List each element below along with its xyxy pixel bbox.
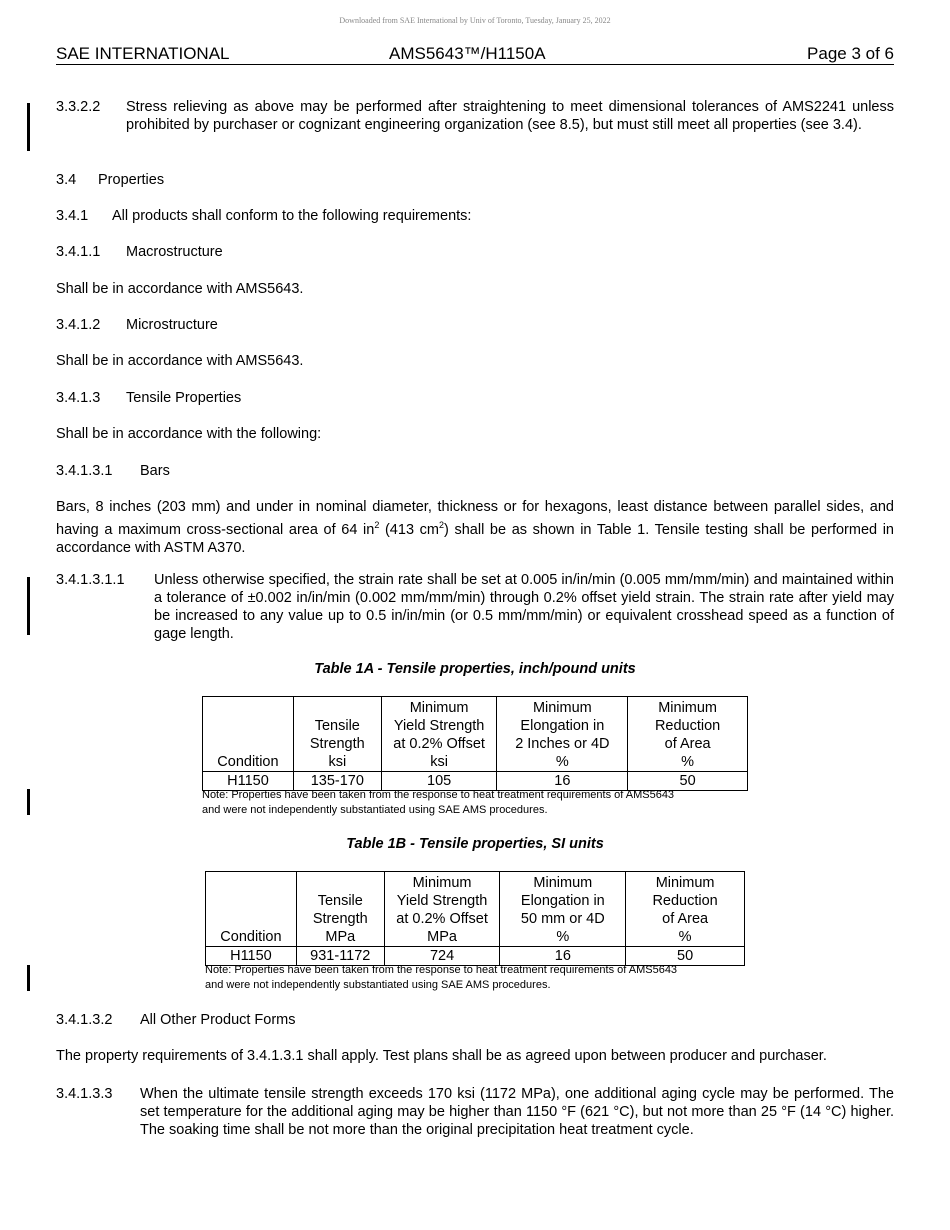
table-cell: 105 [381,772,497,791]
table-cell: 16 [500,947,626,966]
superscript: 2 [438,520,444,530]
section-number-3-4-1-3-1: 3.4.1.3.1 [56,463,113,479]
section-3-4-1-1-body: Shall be in accordance with AMS5643. [56,281,304,297]
section-3-4-1-3-body: Shall be in accordance with the following: [56,426,322,442]
header-cell: Tensile Strength ksi [293,697,381,772]
download-banner: Downloaded from SAE International by Univ of Toronto, Tuesday, January 25, 2022 [339,16,611,25]
table-1a [202,696,748,791]
section-number-3-4-1-3-1-1: 3.4.1.3.1.1 [56,572,125,588]
note-line: and were not independently substantiated using SAE AMS procedures. [205,979,551,991]
table-cell: 50 [626,947,745,966]
header-cell: Minimum Elongation in 2 Inches or 4D % [497,697,628,772]
header-cell: Minimum Elongation in 50 mm or 4D % [500,872,626,947]
section-3-4-1-3-title: Tensile Properties [126,390,242,406]
section-number-3-4-1-3-3: 3.4.1.3.3 [56,1086,113,1102]
table-1b [205,871,745,966]
bars-body-part-1: Bars, 8 inches (203 mm) and under in nominal diameter, thickness or for hexagons, least distance between parallel sides, and having a maximum cross-sectional area of 64 in [56,499,894,538]
table-cell: 135-170 [293,772,381,791]
table-1b-note [205,963,765,993]
section-number-3-4: 3.4 [56,172,77,188]
section-3-4-1-2-body: Shall be in accordance with AMS5643. [56,353,304,369]
section-3-4-1-3-1-1-text: Unless otherwise specified, the strain rate shall be set at 0.005 in/in/min (0.005 mm/mm/min) and maintained within a tolerance of ±0.002 in/in/min (0.002 mm/mm/min) through 0.2% offset yield strain. The strain rate after yield may be increased to any value up to 0.5 in/in/min (or 0.5 mm/mm/min) or equivalent crosshead speed as a function of gage length. [154,572,894,642]
header-org: SAE INTERNATIONAL [56,44,230,63]
header-cell: Minimum Yield Strength at 0.2% Offset MPa [384,872,500,947]
section-number-3-4-1-3-2: 3.4.1.3.2 [56,1012,113,1028]
table-header-row [206,872,745,947]
change-bar [27,103,30,151]
table-1a-note [202,788,762,818]
table-cell: H1150 [203,772,294,791]
change-bar [27,789,30,815]
section-number-3-3-2-2: 3.3.2.2 [56,99,101,115]
note-line: Note: Properties have been taken from the response to heat treatment requirements of AMS5643 [205,964,678,976]
table-header-row [203,697,748,772]
section-number-3-4-1-1: 3.4.1.1 [56,244,101,260]
superscript: 2 [374,520,380,530]
table-1a-caption: Table 1A - Tensile properties, inch/pound units [314,661,636,677]
header-cell: Minimum Yield Strength at 0.2% Offset ksi [381,697,497,772]
header-page-number: Page 3 of 6 [807,44,894,63]
table-cell: 50 [628,772,748,791]
section-number-3-4-1-2: 3.4.1.2 [56,317,101,333]
table-cell: 724 [384,947,500,966]
section-3-4-1-3-2-title: All Other Product Forms [140,1012,296,1028]
page-header [56,44,894,65]
table-cell: H1150 [206,947,297,966]
note-line: Note: Properties have been taken from the response to heat treatment requirements of AMS5643 [202,789,675,801]
section-number-3-4-1: 3.4.1 [56,208,89,224]
note-line: and were not independently substantiated using SAE AMS procedures. [202,804,548,816]
bars-body-part-2: (413 cm [379,521,439,538]
section-3-4-1-3-3-text: When the ultimate tensile strength exceeds 170 ksi (1172 MPa), one additional aging cycle may be performed. The set temperature for the additional aging may be higher than 1150 °F (621 °C), but not more than 25 °F (14 °C) higher. The soaking time shall be not more than the original precipitation heat treatment cycle. [140,1086,894,1138]
section-number-3-4-1-3: 3.4.1.3 [56,390,101,406]
section-3-4-1-3-1-body [56,498,894,557]
section-3-4-title: Properties [98,172,165,188]
header-doc-number: AMS5643™/H1150A [389,44,546,63]
change-bar [27,965,30,991]
section-3-4-1-3-2-body: The property requirements of 3.4.1.3.1 shall apply. Test plans shall be as agreed upon between producer and purchaser. [56,1048,827,1064]
header-cell: Condition [203,697,294,772]
table-cell: 931-1172 [296,947,384,966]
section-3-4-1-1-title: Macrostructure [126,244,223,260]
section-3-4-1-2-title: Microstructure [126,317,218,333]
table-1b-caption: Table 1B - Tensile properties, SI units [346,836,604,852]
change-bar [27,577,30,635]
header-cell: Condition [206,872,297,947]
header-cell: Minimum Reduction of Area % [628,697,748,772]
section-3-3-2-2-text: Stress relieving as above may be performed after straightening to meet dimensional tolerances of AMS2241 unless prohibited by purchaser or cognizant engineering organization (see 8.5), but must still meet all properties (see 3.4). [126,99,894,133]
header-cell: Minimum Reduction of Area % [626,872,745,947]
header-cell: Tensile Strength MPa [296,872,384,947]
bars-body-part-3: ) shall be as shown in Table 1. Tensile testing shall be performed in accordance with ASTM A370. [56,521,894,556]
section-3-4-1-text: All products shall conform to the following requirements: [112,208,472,224]
table-cell: 16 [497,772,628,791]
section-3-4-1-3-1-title: Bars [140,463,170,479]
